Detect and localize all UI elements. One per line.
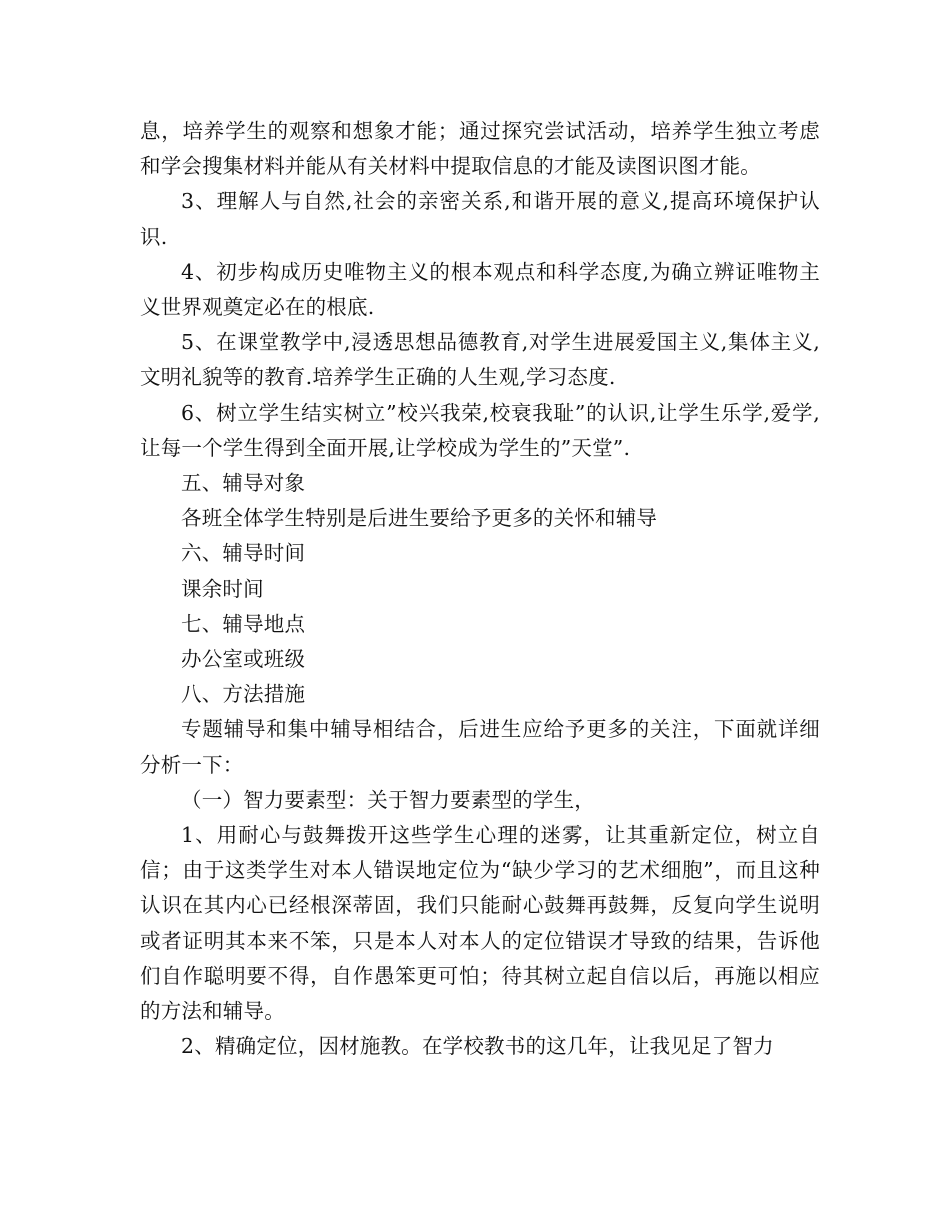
paragraph-goal-4: 4、初步构成历史唯物主义的根本观点和科学态度,为确立辨证唯物主义世界观奠定必在的根底. [140, 259, 820, 320]
section-heading-methods: 八、方法措施 [181, 682, 306, 707]
paragraph-method-2: 2、精确定位，因材施教。在学校教书的这几年，让我见足了智力 [181, 1034, 774, 1059]
paragraph-target: 各班全体学生特别是后进生要给予更多的关怀和辅导 [181, 506, 658, 531]
subheading-intelligence-type: （一）智力要素型：关于智力要素型的学生， [181, 787, 595, 812]
paragraph-goal-6: 6、树立学生结实树立”校兴我荣,校衰我耻”的认识,让学生乐学,爱学,让每一个学生得到全面开展,让学校成为学生的”天堂”. [140, 400, 820, 460]
section-heading-time: 六、辅导时间 [181, 541, 306, 566]
section-heading-location: 七、辅导地点 [181, 611, 306, 636]
paragraph-continuation: 息，培养学生的观察和想象才能；通过探究尝试活动，培养学生独立考虑和学会搜集材料并能从有关材料中提取信息的才能及读图识图才能。 [140, 119, 820, 179]
paragraph-method-1: 1、用耐心与鼓舞拨开这些学生心理的迷雾，让其重新定位，树立自信；由于这类学生对本人错误地定位为“缺少学习的艺术细胞”，而且这种认识在其内心已经根深蒂固，我们只能耐心鼓舞再鼓舞，反复向学生说明或者证明其本来不笨，只是本人对本人的定位错误才导致的结果，告诉他们自作聪明要不得，自作愚笨更可怕；待其树立起自信以后，再施以相应的方法和辅导。 [140, 823, 820, 1024]
document-body [140, 114, 820, 1064]
paragraph-time: 课余时间 [181, 576, 264, 601]
paragraph-methods: 专题辅导和集中辅导相结合，后进生应给予更多的关注，下面就详细分析一下： [140, 717, 820, 777]
section-heading-target: 五、辅导对象 [181, 471, 306, 496]
paragraph-goal-3: 3、理解人与自然,社会的亲密关系,和谐开展的意义,提高环境保护认识. [140, 189, 820, 249]
paragraph-location: 办公室或班级 [181, 647, 306, 672]
paragraph-goal-5: 5、在课堂教学中,浸透思想品德教育,对学生进展爱国主义,集体主义,文明礼貌等的教育.培养学生正确的人生观,学习态度. [140, 330, 820, 390]
